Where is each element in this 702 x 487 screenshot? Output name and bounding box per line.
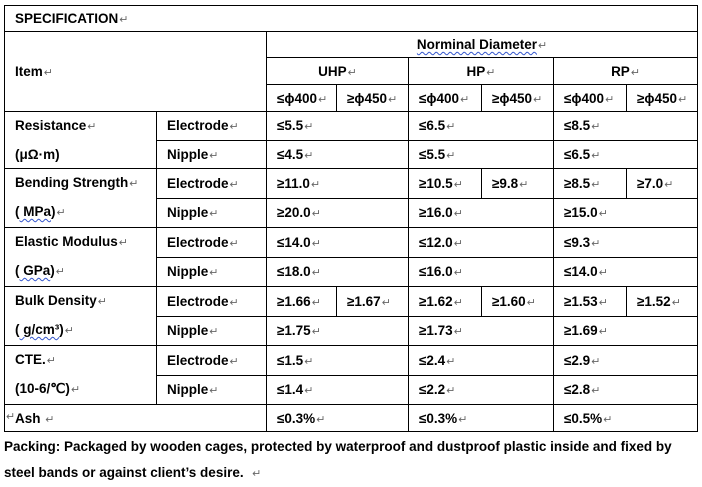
- part-electrode: Electrode↵: [157, 228, 267, 258]
- value-cell: ≤14.0↵: [267, 228, 409, 258]
- paragraph-mark: ↵: [6, 411, 16, 423]
- part-nipple: Nipple↵: [157, 316, 267, 346]
- row-label-cte: CTE.↵ (10-6/℃)↵: [5, 346, 157, 405]
- value-cell: ≥1.60↵: [482, 287, 554, 317]
- value-cell: ≤12.0↵: [409, 228, 554, 258]
- value-cell: ≤2.8↵: [554, 375, 698, 405]
- value-cell: ≤16.0↵: [409, 257, 554, 287]
- table-row: [5, 228, 698, 258]
- value-cell: ≥9.8↵: [482, 169, 554, 199]
- grade-hp: HP↵: [409, 58, 554, 85]
- value-cell: ≥8.5↵: [554, 169, 627, 199]
- row-label-bending-strength: Bending Strength↵ ( MPa)↵: [5, 169, 157, 228]
- row-label-resistance: Resistance↵ (μΩ·m): [5, 112, 157, 169]
- value-cell: ≤2.4↵: [409, 346, 554, 376]
- value-cell: ≥16.0↵: [409, 198, 554, 228]
- packing-note: Packing: Packaged by wooden cages, protected by waterproof and dustproof plastic inside and fixed by steel bands or against client’s desire. ↵: [4, 439, 672, 480]
- grade-rp: RP↵: [554, 58, 698, 85]
- value-cell: ≤0.5%↵: [554, 405, 698, 432]
- value-cell: ≤0.3%↵: [409, 405, 554, 432]
- part-nipple: Nipple↵: [157, 257, 267, 287]
- value-cell: ≥1.53↵: [554, 287, 627, 317]
- part-nipple: Nipple↵: [157, 140, 267, 169]
- value-cell: ≤5.5↵: [409, 140, 554, 169]
- title-row: [5, 6, 698, 32]
- table-row: [5, 287, 698, 317]
- value-cell: ≤9.3↵: [554, 228, 698, 258]
- value-cell: ≥7.0↵: [627, 169, 698, 199]
- value-cell: ≤4.5↵: [267, 140, 409, 169]
- table-row: [5, 346, 698, 376]
- value-cell: ≤8.5↵: [554, 112, 698, 141]
- header-row-1: [5, 32, 698, 58]
- value-cell: ≥1.62↵: [409, 287, 482, 317]
- value-cell: ≤1.4↵: [267, 375, 409, 405]
- uhp-diameter-large: ≥ϕ450↵: [337, 85, 409, 112]
- item-header: Item↵: [5, 32, 267, 112]
- value-cell: ≤18.0↵: [267, 257, 409, 287]
- table-title: SPECIFICATION↵: [5, 6, 698, 32]
- value-cell: ≥10.5↵: [409, 169, 482, 199]
- value-cell: ≥15.0↵: [554, 198, 698, 228]
- value-cell: ≥1.67↵: [337, 287, 409, 317]
- part-nipple: Nipple↵: [157, 198, 267, 228]
- rp-diameter-large: ≥ϕ450↵: [627, 85, 698, 112]
- hp-diameter-large: ≥ϕ450↵: [482, 85, 554, 112]
- value-cell: ≥1.66↵: [267, 287, 337, 317]
- value-cell: ≤0.3%↵: [267, 405, 409, 432]
- value-cell: ≥1.73↵: [409, 316, 554, 346]
- specification-table: [4, 5, 698, 432]
- uhp-diameter-small: ≤ϕ400↵: [267, 85, 337, 112]
- part-nipple: Nipple↵: [157, 375, 267, 405]
- value-cell: ≥1.75↵: [267, 316, 409, 346]
- value-cell: ≥20.0↵: [267, 198, 409, 228]
- value-cell: ≥11.0↵: [267, 169, 409, 199]
- value-cell: ≥1.69↵: [554, 316, 698, 346]
- value-cell: ≤2.9↵: [554, 346, 698, 376]
- row-label-ash: Ash ↵: [5, 405, 267, 432]
- row-label-elastic-modulus: Elastic Modulus↵ ( GPa)↵: [5, 228, 157, 287]
- value-cell: ≤2.2↵: [409, 375, 554, 405]
- hp-diameter-small: ≤ϕ400↵: [409, 85, 482, 112]
- part-electrode: Electrode↵: [157, 287, 267, 317]
- value-cell: ≤1.5↵: [267, 346, 409, 376]
- part-electrode: Electrode↵: [157, 346, 267, 376]
- nominal-diameter-header: Norminal Diameter↵: [267, 32, 698, 58]
- value-cell: ≤6.5↵: [409, 112, 554, 141]
- part-electrode: Electrode↵: [157, 112, 267, 141]
- specification-table-wrapper: [4, 5, 697, 426]
- table-row: [5, 112, 698, 141]
- grade-uhp: UHP↵: [267, 58, 409, 85]
- part-electrode: Electrode↵: [157, 169, 267, 199]
- value-cell: ≥1.52↵: [627, 287, 698, 317]
- table-row: [5, 405, 698, 432]
- value-cell: ≤6.5↵: [554, 140, 698, 169]
- row-label-bulk-density: Bulk Density↵ ( g/cm³)↵: [5, 287, 157, 346]
- rp-diameter-small: ≤ϕ400↵: [554, 85, 627, 112]
- value-cell: ≤14.0↵: [554, 257, 698, 287]
- value-cell: ≤5.5↵: [267, 112, 409, 141]
- table-row: [5, 169, 698, 199]
